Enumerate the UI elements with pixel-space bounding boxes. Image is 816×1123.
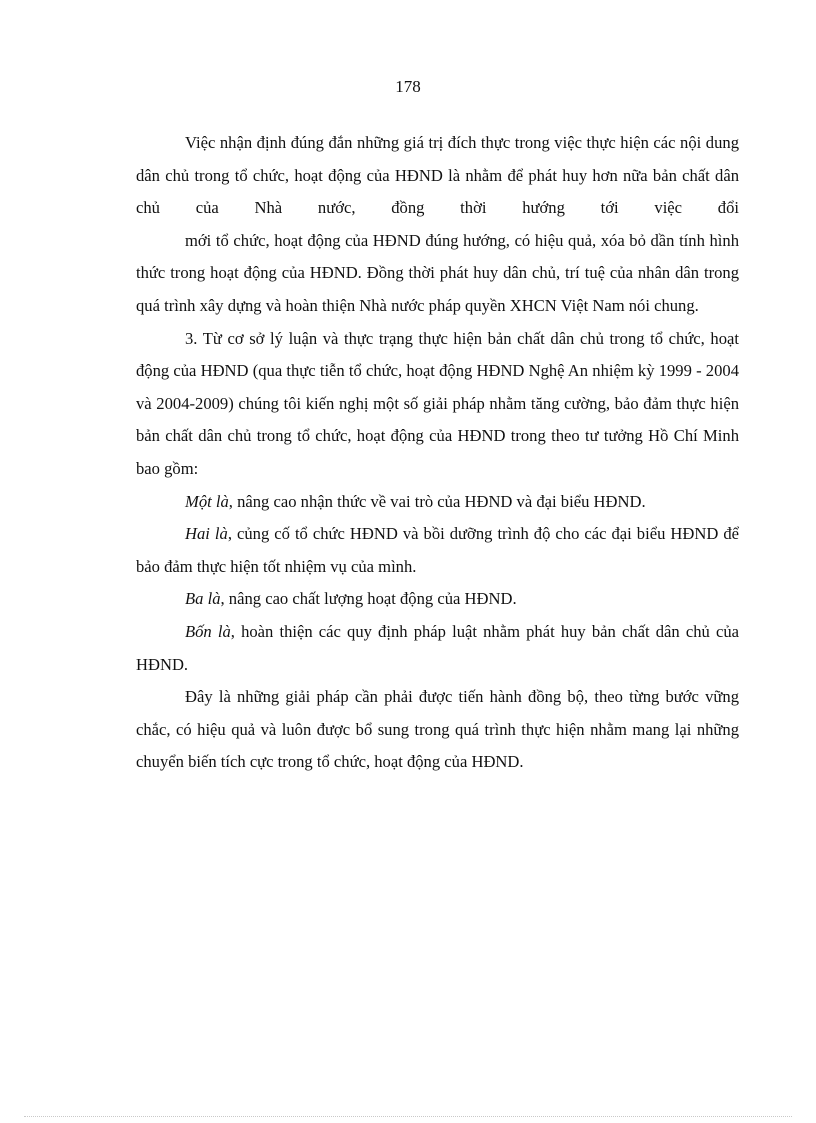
list-item-4-lead: Bốn là — [185, 621, 231, 641]
list-item-1-lead: Một là — [185, 491, 229, 511]
body-text — [136, 127, 739, 779]
list-item-4-text: , hoàn thiện các quy định pháp luật nhằm phát huy bản chất dân chủ của HĐND. — [136, 621, 739, 674]
list-item-3 — [136, 583, 739, 616]
page-bottom-divider — [24, 1116, 792, 1117]
list-item-2-lead: Hai là — [185, 524, 228, 544]
paragraph-2: mới tổ chức, hoạt động của HĐND đúng hướng, có hiệu quả, xóa bỏ dần tính hình thức trong hoạt động của HĐND. Đồng thời phát huy dân chủ, trí tuệ của nhân dân trong quá trình xây dựng và hoàn thiện Nhà nước pháp quyền XHCN Việt Nam nói chung. — [136, 230, 739, 315]
list-item-4 — [136, 616, 739, 681]
page-number: 178 — [395, 77, 421, 96]
paragraph-1: Việc nhận định đúng đắn những giá trị đích thực trong việc thực hiện các nội dung dân chủ trong tổ chức, hoạt động của HĐND là nhằm để phát huy hơn nữa bản chất dân chủ của Nhà nước, đồng thời hướng tới việc đổi — [136, 133, 739, 218]
list-item-2 — [136, 518, 739, 583]
list-item-3-text: , nâng cao chất lượng hoạt động của HĐND. — [220, 589, 517, 609]
paragraph-4: Đây là những giải pháp cần phải được tiến hành đồng bộ, theo từng bước vững chắc, có hiệu quả và luôn được bổ sung trong quá trình thực hiện nhằm mang lại những chuyển biến tích cực trong tổ chức, hoạt động của HĐND. — [136, 687, 739, 772]
list-item-1 — [136, 486, 739, 519]
paragraph-3: 3. Từ cơ sở lý luận và thực trạng thực hiện bản chất dân chủ trong tổ chức, hoạt động của HĐND (qua thực tiễn tổ chức, hoạt động HĐND Nghệ An nhiệm kỳ 1999 - 2004 và 2004-2009) chúng tôi kiến nghị một số giải pháp nhằm tăng cường, bảo đảm thực hiện bản chất dân chủ trong tổ chức, hoạt động của HĐND trong theo tư tưởng Hồ Chí Minh bao gồm: — [136, 328, 739, 478]
list-item-1-text: , nâng cao nhận thức về vai trò của HĐND và đại biểu HĐND. — [228, 491, 646, 511]
list-item-2-text: , củng cố tổ chức HĐND và bồi dưỡng trình độ cho các đại biểu HĐND để bảo đảm thực hiện tốt nhiệm vụ của mình. — [136, 524, 739, 576]
list-item-3-lead: Ba là — [185, 589, 221, 609]
